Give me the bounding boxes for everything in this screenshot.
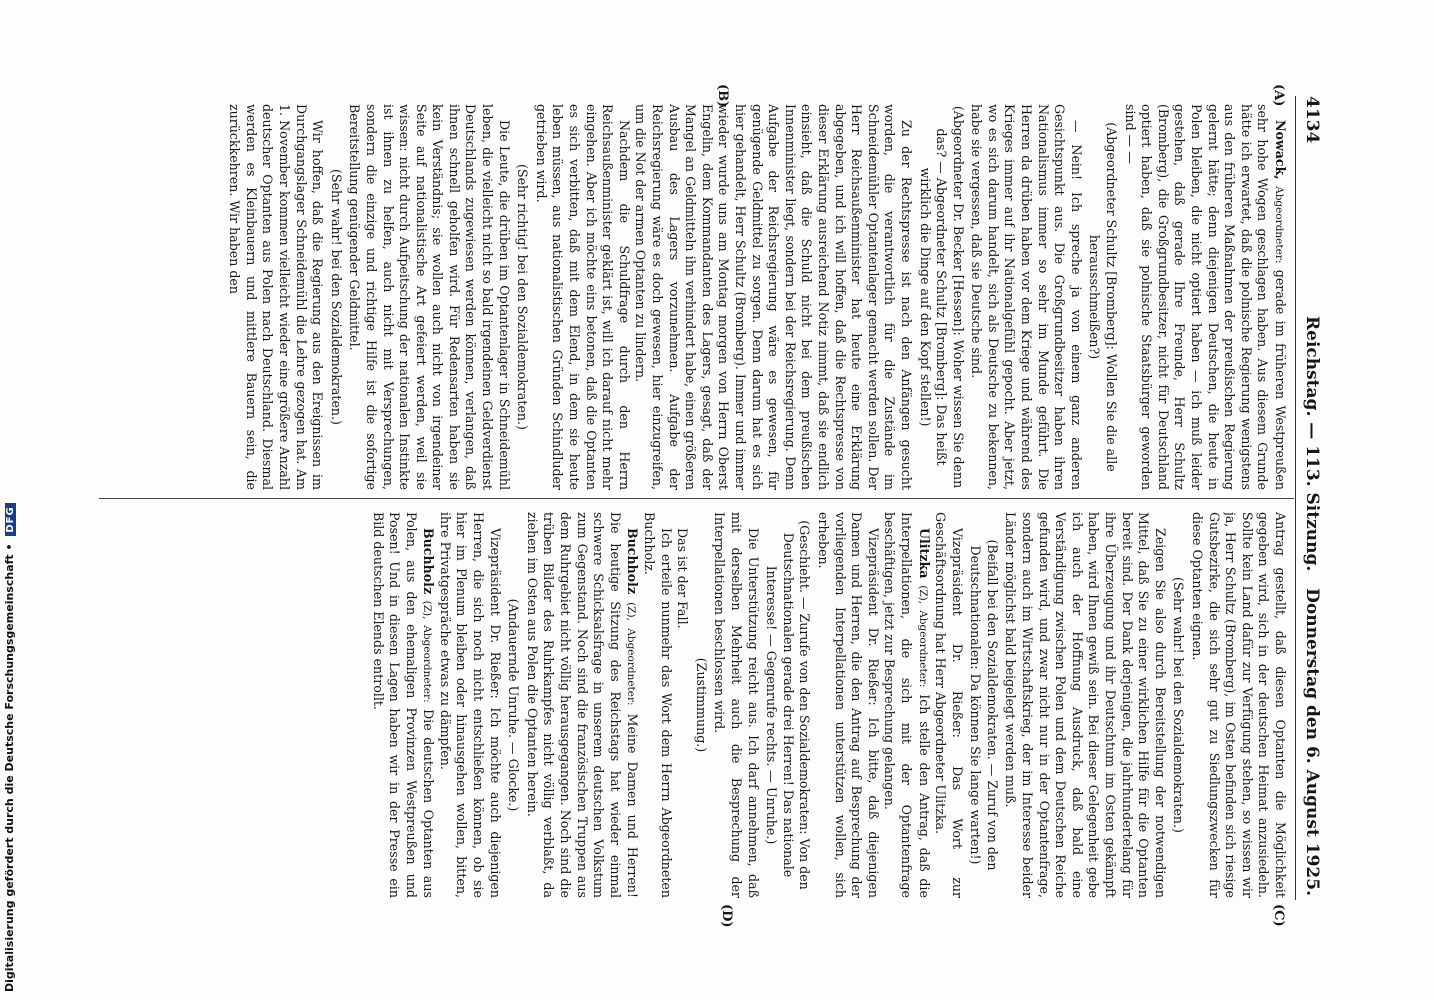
paragraph: Nachdem die Schuldfrage durch den Herrn Reichsaußenminister geklärt ist, will ich darauf nicht mehr eingehen. Aber ich möchte eins betonen, daß die Optanten es sich verbitten, daß mit dem Elend, in dem sie heute leben müssen, aus nationalistischen Gründen Schindluder getrieben wird. xyxy=(533,104,632,490)
speaker-role: (Z), Abgeordneter: xyxy=(625,602,638,706)
paragraph: Die Unterstützung reicht aus. Ich darf annehmen, daß mit derselben Mehrheit auch die Besprechung der Interpellationen beschlossen wird. xyxy=(712,512,761,898)
speech-text: Meine Damen und Herren! Die heutige Sitzung des Reichstags hat wieder einmal schwere Schicksalsfrage in unserem deutschen Volkstum zum Gegenstand. Noch sind die französischen Truppen aus dem Ruhrgebiet nicht völlig herausgegangen. Noch sind die trüben Bilder des Ruhrkampfes nicht völlig verblaßt, da ziehen im Osten aus Polen die Optanten herein. xyxy=(524,512,641,898)
speaker-role: (Z), Abgeordneter: xyxy=(916,585,929,688)
margin-mark-b: (B) xyxy=(715,84,730,108)
speaker-role: Abgeordneter: xyxy=(1273,186,1285,264)
interjection: (Abgeordneter Schultz [Bromberg]: Wollen Sie die alle herausschmeißen?) xyxy=(1087,122,1120,472)
paragraph: Antrag gestellt, daß diesen Optanten die Möglichkeit gegeben wird, sich in der deutschen Heimat anzusiedeln. Sollte kein Land dafür zur Verfügung stehen, so wissen wir ja, Herr Schultz (Bromberg), im Osten befinden sich riesige Gutsbezirke, die sich sehr gut zu Siedlungszwecken für diese Optanten eignen. xyxy=(1190,512,1288,898)
interjection: (Zustimmung.) xyxy=(693,657,709,753)
margin-mark-a: (A) xyxy=(1271,84,1286,107)
speech-paragraph xyxy=(1121,104,1288,490)
interjection: (Sehr wahr! bei den Sozialdemokraten.) xyxy=(328,169,344,425)
dfg-credit xyxy=(3,503,16,992)
interjection: (Sehr wahr! bei den Sozialdemokraten.) xyxy=(1171,577,1187,833)
paragraph: Wir hoffen, daß die Regierung aus den Ereignissen im Durchgangslager Schneidemühl die Lehre gezogen hat. Am 1. November kommen vielleicht wieder eine größere Anzahl deutscher Optanten aus Polen nach Deutschland. Diesmal werden es Kleinbauern und mittlere Bauern sein, die zurückkehren. Wir haben den xyxy=(227,104,326,490)
margin-mark-d: (D) xyxy=(719,904,734,928)
speaker-name: Ulitzka xyxy=(916,528,932,579)
page-number: 4134 xyxy=(1302,96,1322,144)
interjection: (Andauernde Unruhe. — Glocke.) xyxy=(506,598,522,812)
dfg-logo: DFG xyxy=(5,503,16,535)
speech-paragraph xyxy=(881,512,932,898)
speech-text: Ich stelle den Antrag, daß die Interpellationen, die sich mit der Optantenfrage beschäftigen, jetzt zur Besprechung gelangen. xyxy=(882,512,932,898)
interjection: (Geschieht. — Zurufe von den Sozialdemokraten: Von den Deutschnationalen gerade drei Herren! Das nationale Interesse! — Gegenrufe rechts. — Unruhe.) xyxy=(764,520,813,890)
page-header xyxy=(1294,96,1322,896)
paragraph: Zeigen Sie also durch Bereitstellung der notwendigen Mittel, daß Sie zu einer wirklichen Hilfe für die Optanten bereit sind. Der Dank derjenigen, die jahrhundertelang für ihre Überzeugung und ihr Deutschtum im Osten gekämpft haben, wird Ihnen gewiß sein. Bei dieser Gelegenheit gebe ich auch der Hoffnung Ausdruck, daß bald eine Verständigung zwischen Polen und dem Deutschen Reiche gefunden wird, und zwar nicht nur in der Optantenfrage, sondern auch im Wirtschaftskrieg, der im Interesse beider Länder möglichst bald beigelegt werden muß. xyxy=(1003,512,1168,898)
margin-mark-c: (C) xyxy=(1271,904,1286,927)
interjection: (Beifall bei den Sozialdemokraten. — Zuruf von den Deutschnationalen: Da können Sie lange warten!) xyxy=(968,539,1000,871)
credit-text: Digitalisierung gefördert durch die Deutsche Forschungsgemeinschaft • xyxy=(3,543,16,992)
interjection: (Abgeordneter Dr. Becker [Hessen]: Woher wissen Sie denn das? — Abgeordneter Schultz [Bromberg]: Das heißt wirklich die Dinge auf den Kopf stellen!) xyxy=(917,105,966,489)
speech-text: gerade im früheren Westpreußen sehr hohe Wogen geschlagen haben. Aus diesem Grunde hätte ich erwartet, daß die polnische Regierung wenigstens aus den früheren Maßnahmen der preußischen Regierung gelernt hätte; denn diejenigen Deutschen, die heute in Polen bleiben, die nicht optiert haben — ich muß leider gestehen, daß gerade Ihre Freunde, Herr Schultz (Bromberg), die Großgrundbesitzer, nicht für Deutschland optiert haben, daß sie polnische Staatsbürger geworden sind — — xyxy=(1122,104,1288,490)
left-column xyxy=(98,104,1288,490)
paragraph: Vizepräsident Dr. Rießer: Ich möchte auch diejenigen Herren, die sich noch nicht entschließen können, ob sie hier im Plenum bleiben oder hinausgehen wollen, bitten, ihre Privatgespräche etwas zu dämpfen. xyxy=(437,512,503,898)
paragraph: Vizepräsident Dr. Rießer: Ich bitte, daß diejenigen Damen und Herren, die den Antrag auf Besprechung der vorliegenden Interpellationen unterstützen wollen, sich erheben. xyxy=(815,512,881,898)
paragraph: Die Leute, die drüben im Optantenlager in Schneidemühl leben, die vielleicht nicht so bald irgendeinen Geldverdienst Deutschlands zugewiesen werden können, verlangen, daß ihnen schnell geholfen wird. Für Redensarten haben sie kein Verständnis; sie wollen auch nicht von irgendeiner Seite auf nationalistische Art gefeiert werden, weil sie wissen: nicht durch Aufpeitschung der nationalen Instinkte ist ihnen zu helfen, auch nicht mit Versprechungen, sondern die einzige und richtige Hilfe ist die sofortige Bereitstellung genügender Geldmittel. xyxy=(347,104,512,490)
paragraph: Das ist der Fall. xyxy=(675,528,691,629)
session-date: Donnerstag den 6. August 1925. xyxy=(1302,588,1322,896)
paragraph: — Nein! Ich spreche ja von einem ganz anderen Gesichtspunkt aus. Die Großgrundbesitzer haben ihren Nationalismus immer so sehr im Munde geführt. Die Herren da drüben haben vor dem Kriege und während des Krieges immer auf ihr Nationalgefühl gepocht. Aber jetzt, wo es sich darum handelt, sich als Deutsche zu bekennen, habe sie vergessen, daß sie Deutsche sind. xyxy=(969,104,1084,490)
header-rule xyxy=(1295,96,1296,900)
speaker-name: Buchholz xyxy=(625,528,641,595)
credit-strip xyxy=(0,0,20,1000)
speech-paragraph xyxy=(523,512,640,898)
interjection: (Sehr richtig! bei den Sozialdemokraten.) xyxy=(515,164,531,430)
right-column xyxy=(98,512,1288,898)
column-divider xyxy=(99,498,1294,499)
speech-text: Die deutschen Optanten aus Polen, aus den ehemaligen Provinzen Westpreußen und Posen! Und in diesen Lagen haben wir in der Presse ein Bild deutschen Elends entrollt. xyxy=(370,512,437,898)
paragraph: Zu der Rechtspresse ist nach den Anfängen gesucht worden, die verantwortlich für die Zustände im Schneidemühler Optantenlager gemacht werden sollen. Der Herr Reichsaußenminister hat heute eine Erklärung abgegeben, und ich will hoffen, daß die Rechtspresse von dieser Erklärung ausreichend Notiz nimmt, daß sie endlich einsieht, daß die Schuld nicht bei dem preußischen Innenminister liegt, sondern bei der Reichsregierung. Denn Aufgabe der Reichsregierung wäre es gewesen, für genügende Geldmittel zu sorgen. Denn darum hat es sich hier gehandelt, Herr Schultz (Bromberg). Immer und immer wieder wurde uns am Montag morgen von Herrn Oberst Engelin, dem Kommandanten des Lagers, gesagt, daß der Mangel an Geldmitteln ihn verhindert habe, einen größeren Ausbau des Lagers vorzunehmen. Aufgabe der Reichsregierung wäre es doch gewesen, hier einzugreifen, um die Not der armen Optanten zu lindern. xyxy=(633,104,914,490)
speaker-name: Nowack, xyxy=(1273,120,1288,180)
speech-paragraph xyxy=(369,512,436,898)
speaker-name: Buchholz xyxy=(421,528,437,595)
paragraph: Ich erteile nunmehr das Wort dem Herrn Abgeordneten Buchholz. xyxy=(642,512,674,898)
paragraph: Vizepräsident Dr. Rießer: Das Wort zur Geschäftsordnung hat Herr Abgeordneter Ulitzka. xyxy=(933,512,965,898)
speaker-role: (Z), Abgeordneter: xyxy=(421,600,434,703)
session-title: Reichstag. — 113. Sitzung. xyxy=(1302,316,1322,572)
